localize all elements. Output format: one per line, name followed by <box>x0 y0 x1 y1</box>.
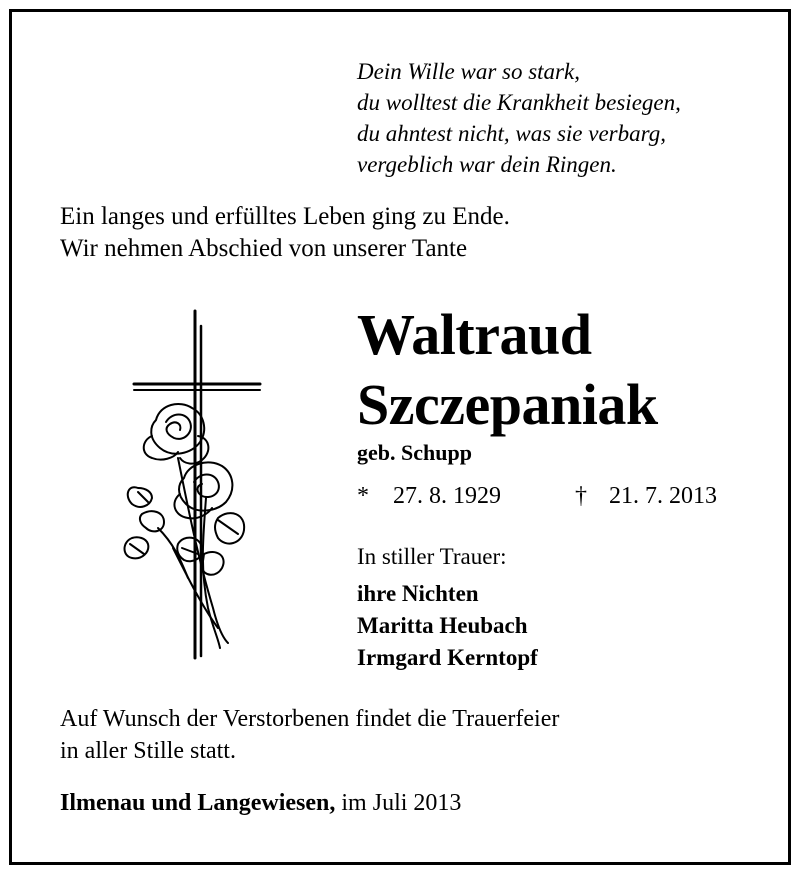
poem-line: Dein Wille war so stark, <box>357 59 580 84</box>
last-name: Szczepaniak <box>357 372 658 437</box>
poem-line: vergeblich war dein Ringen. <box>357 152 617 177</box>
poem <box>357 56 681 180</box>
poem-line: du wolltest die Krankheit besiegen, <box>357 90 681 115</box>
birth-name: geb. Schupp <box>357 440 472 465</box>
death-date-line <box>575 483 717 510</box>
note-line: in aller Stille statt. <box>60 738 236 764</box>
place-location: Ilmenau und Langewiesen, <box>60 790 336 816</box>
mourner: Maritta Heubach <box>357 613 528 638</box>
place-date: im Juli 2013 <box>341 790 462 816</box>
mourning-label: In stiller Trauer: <box>357 544 507 569</box>
birth-date: 27. 8. 1929 <box>393 483 501 509</box>
mourner: Irmgard Kerntopf <box>357 645 538 670</box>
poem-line: du ahntest nicht, was sie verbarg, <box>357 121 666 146</box>
intro-line: Ein langes und erfülltes Leben ging zu Ende. <box>60 203 510 230</box>
note-line: Auf Wunsch der Verstorbenen findet die Trauerfeier <box>60 706 560 732</box>
place-and-date <box>60 790 461 817</box>
deceased-name <box>357 300 658 440</box>
birth-symbol: * <box>357 483 369 509</box>
intro-line: Wir nehmen Abschied von unserer Tante <box>60 235 468 262</box>
funeral-note <box>60 703 559 767</box>
death-date: 21. 7. 2013 <box>609 483 717 509</box>
mourners-list <box>357 578 538 674</box>
death-symbol: † <box>575 483 587 509</box>
first-name: Waltraud <box>357 302 592 367</box>
cross-with-roses-icon <box>118 308 268 663</box>
mourner: ihre Nichten <box>357 581 479 606</box>
intro-text <box>60 201 510 265</box>
birth-date-line <box>357 483 501 510</box>
